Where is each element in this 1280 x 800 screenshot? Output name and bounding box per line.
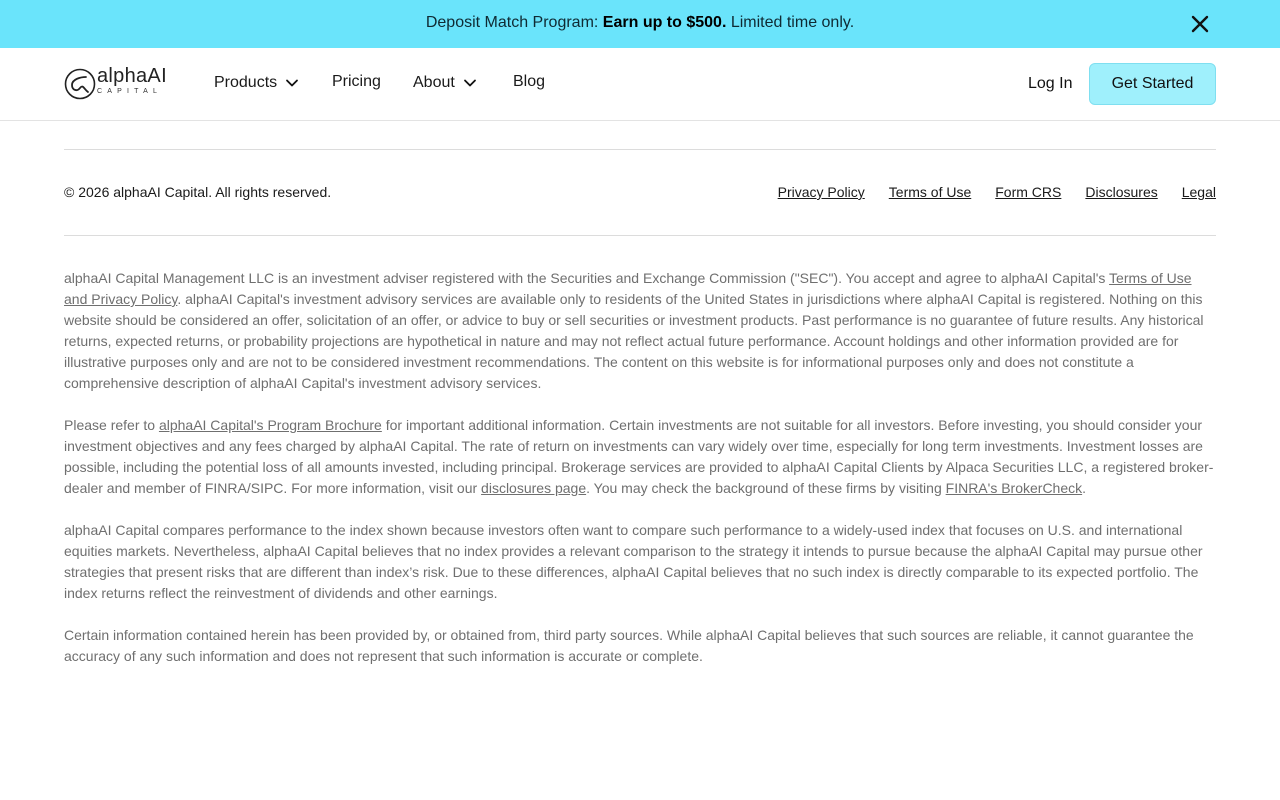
close-icon: [1188, 12, 1212, 36]
footer-divider-bottom: [64, 235, 1216, 236]
promo-suffix: Limited time only.: [726, 14, 855, 31]
terms-privacy-link[interactable]: Terms of Use and Privacy Policy: [64, 270, 1192, 307]
nav-item-label: Products: [214, 74, 278, 91]
disclaimer-paragraph: Certain information contained herein has been provided by, or obtained from, third party sources. While alphaAI Capital believes that such sources are reliable, it cannot guarantee the accuracy of any such information and does not represent that such information is accurate or complete.: [64, 627, 1194, 664]
navbar: [0, 48, 1280, 121]
nav-item-blog[interactable]: [513, 73, 545, 91]
logo-subtitle: CAPITAL: [97, 88, 163, 95]
legal-link[interactable]: Legal: [1181, 184, 1216, 200]
nav-item-products[interactable]: [214, 74, 299, 92]
close-banner-button[interactable]: [1188, 12, 1212, 36]
nav-item-label: Pricing: [332, 73, 381, 90]
login-link[interactable]: Log In: [1028, 75, 1073, 92]
brokercheck-link[interactable]: FINRA's BrokerCheck: [945, 480, 1083, 496]
promo-highlight: Earn up to $500.: [602, 14, 727, 31]
footer-links: [754, 184, 1216, 200]
nav-item-about[interactable]: [413, 74, 477, 92]
disclaimer-text: . alphaAI Capital's investment advisory services are available only to residents of the United States in jurisdictions where alphaAI Capital is registered. Nothing on this website should be considered an offer, solicitation of an offer, or advice to buy or sell securities or investment products. Past performance is no guarantee of future results. Any historical returns, expected returns, or probability projections are hypothetical in nature and may not reflect actual future performance. Account holdings and other information provided are for illustrative purposes only and are not to be considered investment recommendations. The content on this website is for informational purposes only and does not constitute a comprehensive description of alphaAI Capital's investment advisory services.: [64, 291, 1204, 391]
form-crs-link[interactable]: Form CRS: [995, 184, 1062, 200]
nav-item-label: About: [413, 74, 455, 91]
copyright-text: © 2026 alphaAI Capital. All rights reserved.: [64, 184, 332, 200]
promo-text: [426, 14, 854, 32]
disclaimer-text: Please refer to: [64, 417, 159, 433]
nav-item-pricing[interactable]: [332, 73, 381, 91]
logo[interactable]: [64, 65, 167, 101]
disclaimer-text: alphaAI Capital Management LLC is an investment adviser registered with the Securities and Exchange Commission ("SEC"). You accept and agree to alphaAI Capital's: [64, 270, 1110, 286]
disclaimer-text: .: [1082, 480, 1087, 496]
promo-banner: [0, 0, 1280, 48]
disclaimer-paragraph: [64, 268, 1216, 394]
legal-disclaimer: [64, 268, 1216, 688]
disclaimer-paragraph: [64, 415, 1216, 499]
disclosures-link[interactable]: Disclosures: [1085, 184, 1158, 200]
privacy-policy-link[interactable]: Privacy Policy: [777, 184, 865, 200]
get-started-button[interactable]: Get Started: [1089, 63, 1216, 105]
footer-divider-top: [64, 149, 1216, 150]
disclaimer-text: . You may check the background of these firms by visiting: [586, 480, 946, 496]
disclosures-page-link[interactable]: disclosures page: [481, 480, 587, 496]
program-brochure-link[interactable]: alphaAI Capital's Program Brochure: [158, 417, 382, 433]
logo-wordmark: alphaAI: [97, 65, 167, 87]
promo-prefix: Deposit Match Program:: [425, 14, 603, 31]
nav-item-label: Blog: [513, 73, 546, 90]
alpha-logo-icon: [64, 67, 96, 101]
chevron-down-icon: [285, 76, 299, 90]
terms-of-use-link[interactable]: Terms of Use: [888, 184, 972, 200]
disclaimer-paragraph: alphaAI Capital compares performance to the index shown because investors often want to compare such performance to a widely-used index that focuses on U.S. and international equities markets. Nevertheless, alphaAI Capital believes that no index provides a relevant comparison to the strategy it intends to pursue because the alphaAI Capital may pursue other strategies that present risks that are different than index’s risk. Due to these differences, alphaAI Capital believes that no such index is directly comparable to its expected portfolio. The index returns reflect the reinvestment of dividends and other earnings.: [64, 522, 1203, 601]
chevron-down-icon: [463, 76, 477, 90]
disclaimer-text: for important additional information. Certain investments are not suitable for all investors. Before investing, you should consider your investment objectives and any fees charged by alphaAI Capital. The rate of return on investments can vary widely over time, especially for long term investments. Investment losses are possible, including the potential loss of all amounts invested, including principal. Brokerage services are provided to alphaAI Capital Clients by Alpaca Securities LLC, a registered broker-dealer and member of FINRA/SIPC. For more information, visit our: [64, 417, 1214, 496]
